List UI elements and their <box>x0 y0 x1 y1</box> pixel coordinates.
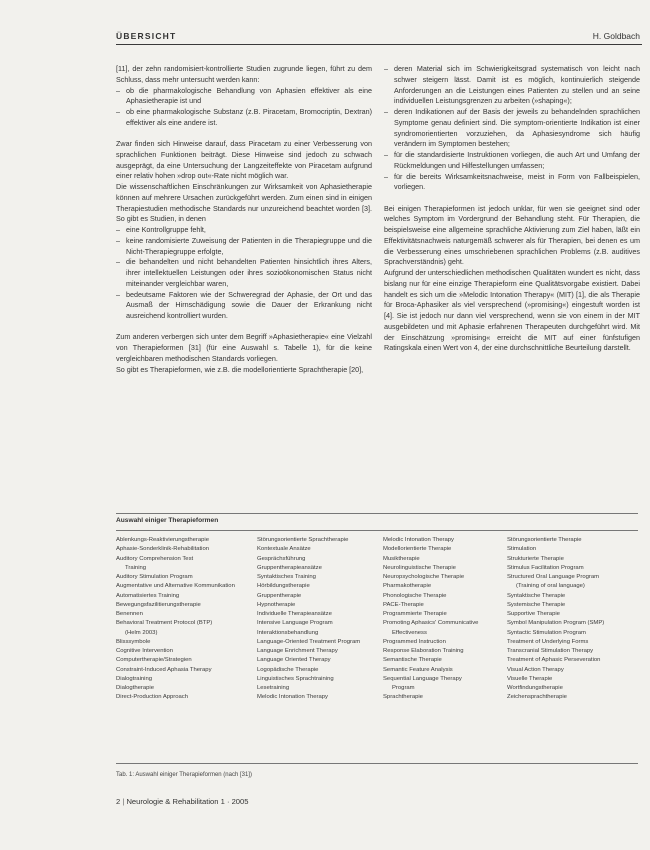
bullet-item: – ob eine pharmakologische Substanz (z.B. Piracetam, Bromocriptin, Dextran) effektiver als eine andere ist. <box>116 107 372 129</box>
table-cell: Treatment of Aphasic Perseveration <box>507 657 601 664</box>
table-cell: Syntactic Stimulation Program <box>507 629 586 636</box>
paragraph: [11], der zehn randomisiert-kontrollierte Studien zugrunde liegen, führt zu dem Schluss, dass mehr untersucht werden kann: <box>116 64 372 84</box>
table-cell: Automatisiertes Training <box>116 592 180 599</box>
table-column <box>507 536 638 703</box>
table-cell: Neurolinguistische Therapie <box>383 564 456 571</box>
table-cell: Zeichensprachtherapie <box>507 694 567 701</box>
table-bottom-rule <box>116 763 638 764</box>
paragraph: Aufgrund der unterschiedlichen methodischen Qualitäten wundert es nicht, dass bislang nur für eine einzige Therapieform eine Qualitätsvorgabe existiert. Dabei handelt es sich um die »Melodic Intonation Therapy« (MIT) [1], die als Therapie für Broca-Aphasiker als viel versprechend (»promising«) eingestuft worden ist [4]. Sie ist jedoch nur dann viel versprechend, wenn sie von einem in der MIT ausgebildeten und mit Aphasie erfahrenen Therapeuten durchgeführt wird. Mit der Einschätzung »promising« erreicht die MIT auf einer fünfstufigen Ratingskala einen Wert von 4, der eine durchschnittliche Beurteilung darstellt. <box>384 268 640 353</box>
table-cell: Sprachtherapie <box>383 694 423 701</box>
table-cell: Gruppentherapieansätze <box>257 564 322 571</box>
table-cell: Hörbildungstherapie <box>257 583 310 590</box>
table-cell: Linguistisches Sprachtraining <box>257 675 334 682</box>
table-cell: Symbol Manipulation Program (SMP) <box>507 620 605 627</box>
table-cell: Melodic Intonation Therapy <box>257 694 328 701</box>
table-cell: PACE-Therapie <box>383 601 424 608</box>
table-cell: Auditory Stimulation Program <box>116 574 193 580</box>
table-cell: Supportive Therapie <box>507 611 560 617</box>
table-cell: Language-Oriented Treatment Program <box>257 638 361 645</box>
table-cell: Transcranial Stimulation Therapy <box>507 648 594 654</box>
table-column <box>383 536 507 703</box>
table-cell: Structured Oral Language Program <box>507 574 600 580</box>
table-cell: Melodic Intonation Therapy <box>383 537 454 543</box>
paragraph: Zwar finden sich Hinweise darauf, dass Piracetam zu einer Verbesserung von sprachlichen Funktionen beiträgt. Diese Hinweise sind jedoch zu schwach ausgeprägt, da eine Untersuchung der Langzeiteffekte von Piracetam aufgrund einer relativ hohen »drop out«-Rate nicht möglich war. <box>116 139 372 181</box>
table-cell: Logopädische Therapie <box>257 666 319 673</box>
bullet-item: – ob die pharmakologische Behandlung von Aphasien effektiver als eine Aphasietherapie ist und <box>116 86 372 108</box>
table-cell: Semantic Feature Analysis <box>383 666 453 673</box>
table-cell: Aphasie-Sonderklinik-Rehabilitation <box>116 546 209 553</box>
table-cell: Strukturierte Therapie <box>507 555 564 562</box>
table-cell: Intensive Language Program <box>257 620 333 627</box>
table-cell: Computertherapie/Strategien <box>116 657 192 664</box>
table-cell: Programmierte Therapie <box>383 611 447 617</box>
table-cell: Language Oriented Therapy <box>257 657 331 664</box>
table-column <box>116 536 257 703</box>
bullet-list <box>384 64 640 193</box>
table-title: Auswahl einiger Therapieformen <box>116 517 219 524</box>
table-cell: Systemische Therapie <box>507 601 566 608</box>
paragraph: Die wissenschaftlichen Einschränkungen zur Wirksamkeit von Aphasietherapie können auf mehrere Ursachen zurückgeführt werden. Zum einen sind in einigen Therapiestudien methodische Standards nur unzureichend beachtet worden [3]. So gibt es Studien, in denen <box>116 182 372 224</box>
table-cell: Störungsorientierte Sprachtherapie <box>257 537 349 543</box>
bullet-item: – bedeutsame Faktoren wie der Schweregrad der Aphasie, der Ort und das Ausmaß der Hirnschädigung sowie die Dauer der Erkrankung nicht ausreichend kontrolliert wurden. <box>116 290 372 322</box>
table-cell: Dialogtherapie <box>116 685 154 691</box>
table-cell: Syntaktisches Training <box>257 574 316 580</box>
table-cell: Stimulus Facilitation Program <box>507 564 584 571</box>
header-rule <box>116 44 642 45</box>
table-cell: Gruppentherapie <box>257 592 302 599</box>
table-cell: Response Elaboration Training <box>383 648 464 654</box>
table-cell: Wortfindungstherapie <box>507 685 563 691</box>
bullet-item: – die behandelten und nicht behandelten Patienten hinsichtlich ihres Alters, ihrer intellektuellen Leistungen oder ihres sozioökonomischen Status nicht miteinander vergleichbar waren, <box>116 257 372 289</box>
paragraph: So gibt es Therapieformen, wie z.B. die modellorientierte Sprachtherapie [20], <box>116 364 364 374</box>
table-caption: Tab. 1: Auswahl einiger Therapieformen (nach [31]) <box>116 772 252 778</box>
table-cell: Auditory Comprehension Test <box>116 555 194 562</box>
section-header: ÜBERSICHT <box>116 31 177 41</box>
bullet-list <box>116 225 372 322</box>
page-number: 2 <box>116 797 121 806</box>
table-cell: Interaktionsbehandlung <box>257 629 319 636</box>
table-top-rule <box>116 513 638 514</box>
author-header: H. Goldbach <box>592 31 640 41</box>
page-footer <box>116 797 248 806</box>
table-cell: Gesprächsführung <box>257 555 306 562</box>
table-cell: Individuelle Therapieansätze <box>257 611 332 617</box>
table-cell: Kontextuale Ansätze <box>257 546 311 553</box>
table-cell: Promoting Aphasics' Communicative <box>383 620 479 627</box>
table-cell: Augmentative und Alternative Kommunikation <box>116 583 235 590</box>
bullet-list <box>116 86 372 129</box>
table-cell: Modellorientierte Therapie <box>383 546 452 553</box>
table-cell: Lesetraining <box>257 685 290 691</box>
table-cell: Constraint-Induced Aphasia Therapy <box>116 666 212 673</box>
table-cell: Benennen <box>116 611 143 617</box>
table-cell: (Helm 2003) <box>125 629 158 636</box>
table-cell: Syntaktische Therapie <box>507 592 566 599</box>
table-cell: Phonologische Therapie <box>383 592 447 599</box>
table-cell: Hypnotherapie <box>257 601 296 608</box>
table-cell: Program <box>392 685 415 691</box>
bullet-item: – eine Kontrollgruppe fehlt, <box>116 225 372 236</box>
bullet-item: – keine randomisierte Zuweisung der Patienten in die Therapiegruppe und die Nicht-Therapiegruppe erfolgte, <box>116 236 372 258</box>
table-cell: Musiktherapie <box>383 555 420 562</box>
table-column <box>257 536 383 703</box>
journal-name: Neurologie & Rehabilitation <box>126 797 219 806</box>
table-cell: Visuelle Therapie <box>507 675 553 682</box>
bullet-item: – für die standardisierte Instruktionen vorliegen, die auch Art und Umfang der Rückmeldungen und Hilfestellungen umfassen; <box>384 150 640 172</box>
table-cell: Behavioral Treatment Protocol (BTP) <box>116 620 213 627</box>
table-cell: (Training of oral language) <box>516 583 585 590</box>
paragraph: Zum anderen verbergen sich unter dem Begriff »Aphasietherapie« eine Vielzahl von Therapieformen [31] (für eine Auswahl s. Tabelle 1), für die keine vergleichbaren methodischen Standards vorliegen. <box>116 332 372 363</box>
journal-issue: 1 · 2005 <box>220 797 249 806</box>
table-cell: Blisssymbole <box>116 638 151 645</box>
table-cell: Direct-Production Approach <box>116 694 189 701</box>
table-cell: Training <box>125 564 147 571</box>
table-header-rule <box>116 530 638 531</box>
paragraph: Bei einigen Therapieformen ist jedoch unklar, für wen sie geeignet sind oder welches Symptom im Vordergrund der Behandlung steht. Für Therapien, die beispielsweise eine allgemeine sprachliche Aktivierung zum Ziel haben, läßt ein Effektivitätsnachweis naturgemäß schwerer als für Therapien, bei denen es um die Verbesserung eines umschriebenen sprachlichen Problems (z.B. auditives Sprachverständnis) geht. <box>384 203 640 267</box>
table-cell: Effectiveness <box>392 629 427 636</box>
table-cell: Sequential Language Therapy <box>383 675 462 682</box>
table-cell: Dialogtraining <box>116 675 153 682</box>
table-cell: Pharmakotherapie <box>383 583 432 590</box>
table-cell: Cognitive Intervention <box>116 648 173 654</box>
table-cell: Treatment of Underlying Forms <box>507 638 589 645</box>
table-cell: Neuropsychologische Therapie <box>383 574 465 580</box>
table-cell: Visual Action Therapy <box>507 666 564 673</box>
table-cell: Störungsorientierte Therapie <box>507 537 582 543</box>
footer-separator: | <box>122 797 127 806</box>
bullet-item: – für die bereits Wirksamkeitsnachweise, meist in Form von Fallbeispielen, vorliegen. <box>384 172 640 194</box>
table-cell: Programmed Instruction <box>383 638 446 645</box>
text-column-right <box>384 64 640 365</box>
bullet-item: – deren Material sich im Schwierigkeitsgrad systematisch von leicht nach schwer steigern lässt. Damit ist es möglich, kontinuierlich steigende Anforderungen an die Leistungen eines Patienten zu stellen und an seine individuellen Leistungsgrenzen zu arbeiten (»shaping«); <box>384 64 640 107</box>
table-cell: Language Enrichment Therapy <box>257 648 338 654</box>
text-column-left <box>116 64 372 386</box>
bullet-item: – deren Indikationen auf der Basis der jeweils zu behandelnden sprachlichen Symptome genau definiert sind. Die symptom-orientierte Indikation ist einer syndromorientierten vorzuziehen, da Aphasiesyndrome sich häufig verändern im Symptomen bestehen; <box>384 107 640 150</box>
table-cell: Semantische Therapie <box>383 657 442 664</box>
table-cell: Stimulation <box>507 546 537 553</box>
table-cell: Ablenkungs-Reaktivierungstherapie <box>116 537 209 543</box>
therapy-table <box>116 536 638 703</box>
table-cell: Bewegungsfazilitierungstherapie <box>116 601 201 608</box>
